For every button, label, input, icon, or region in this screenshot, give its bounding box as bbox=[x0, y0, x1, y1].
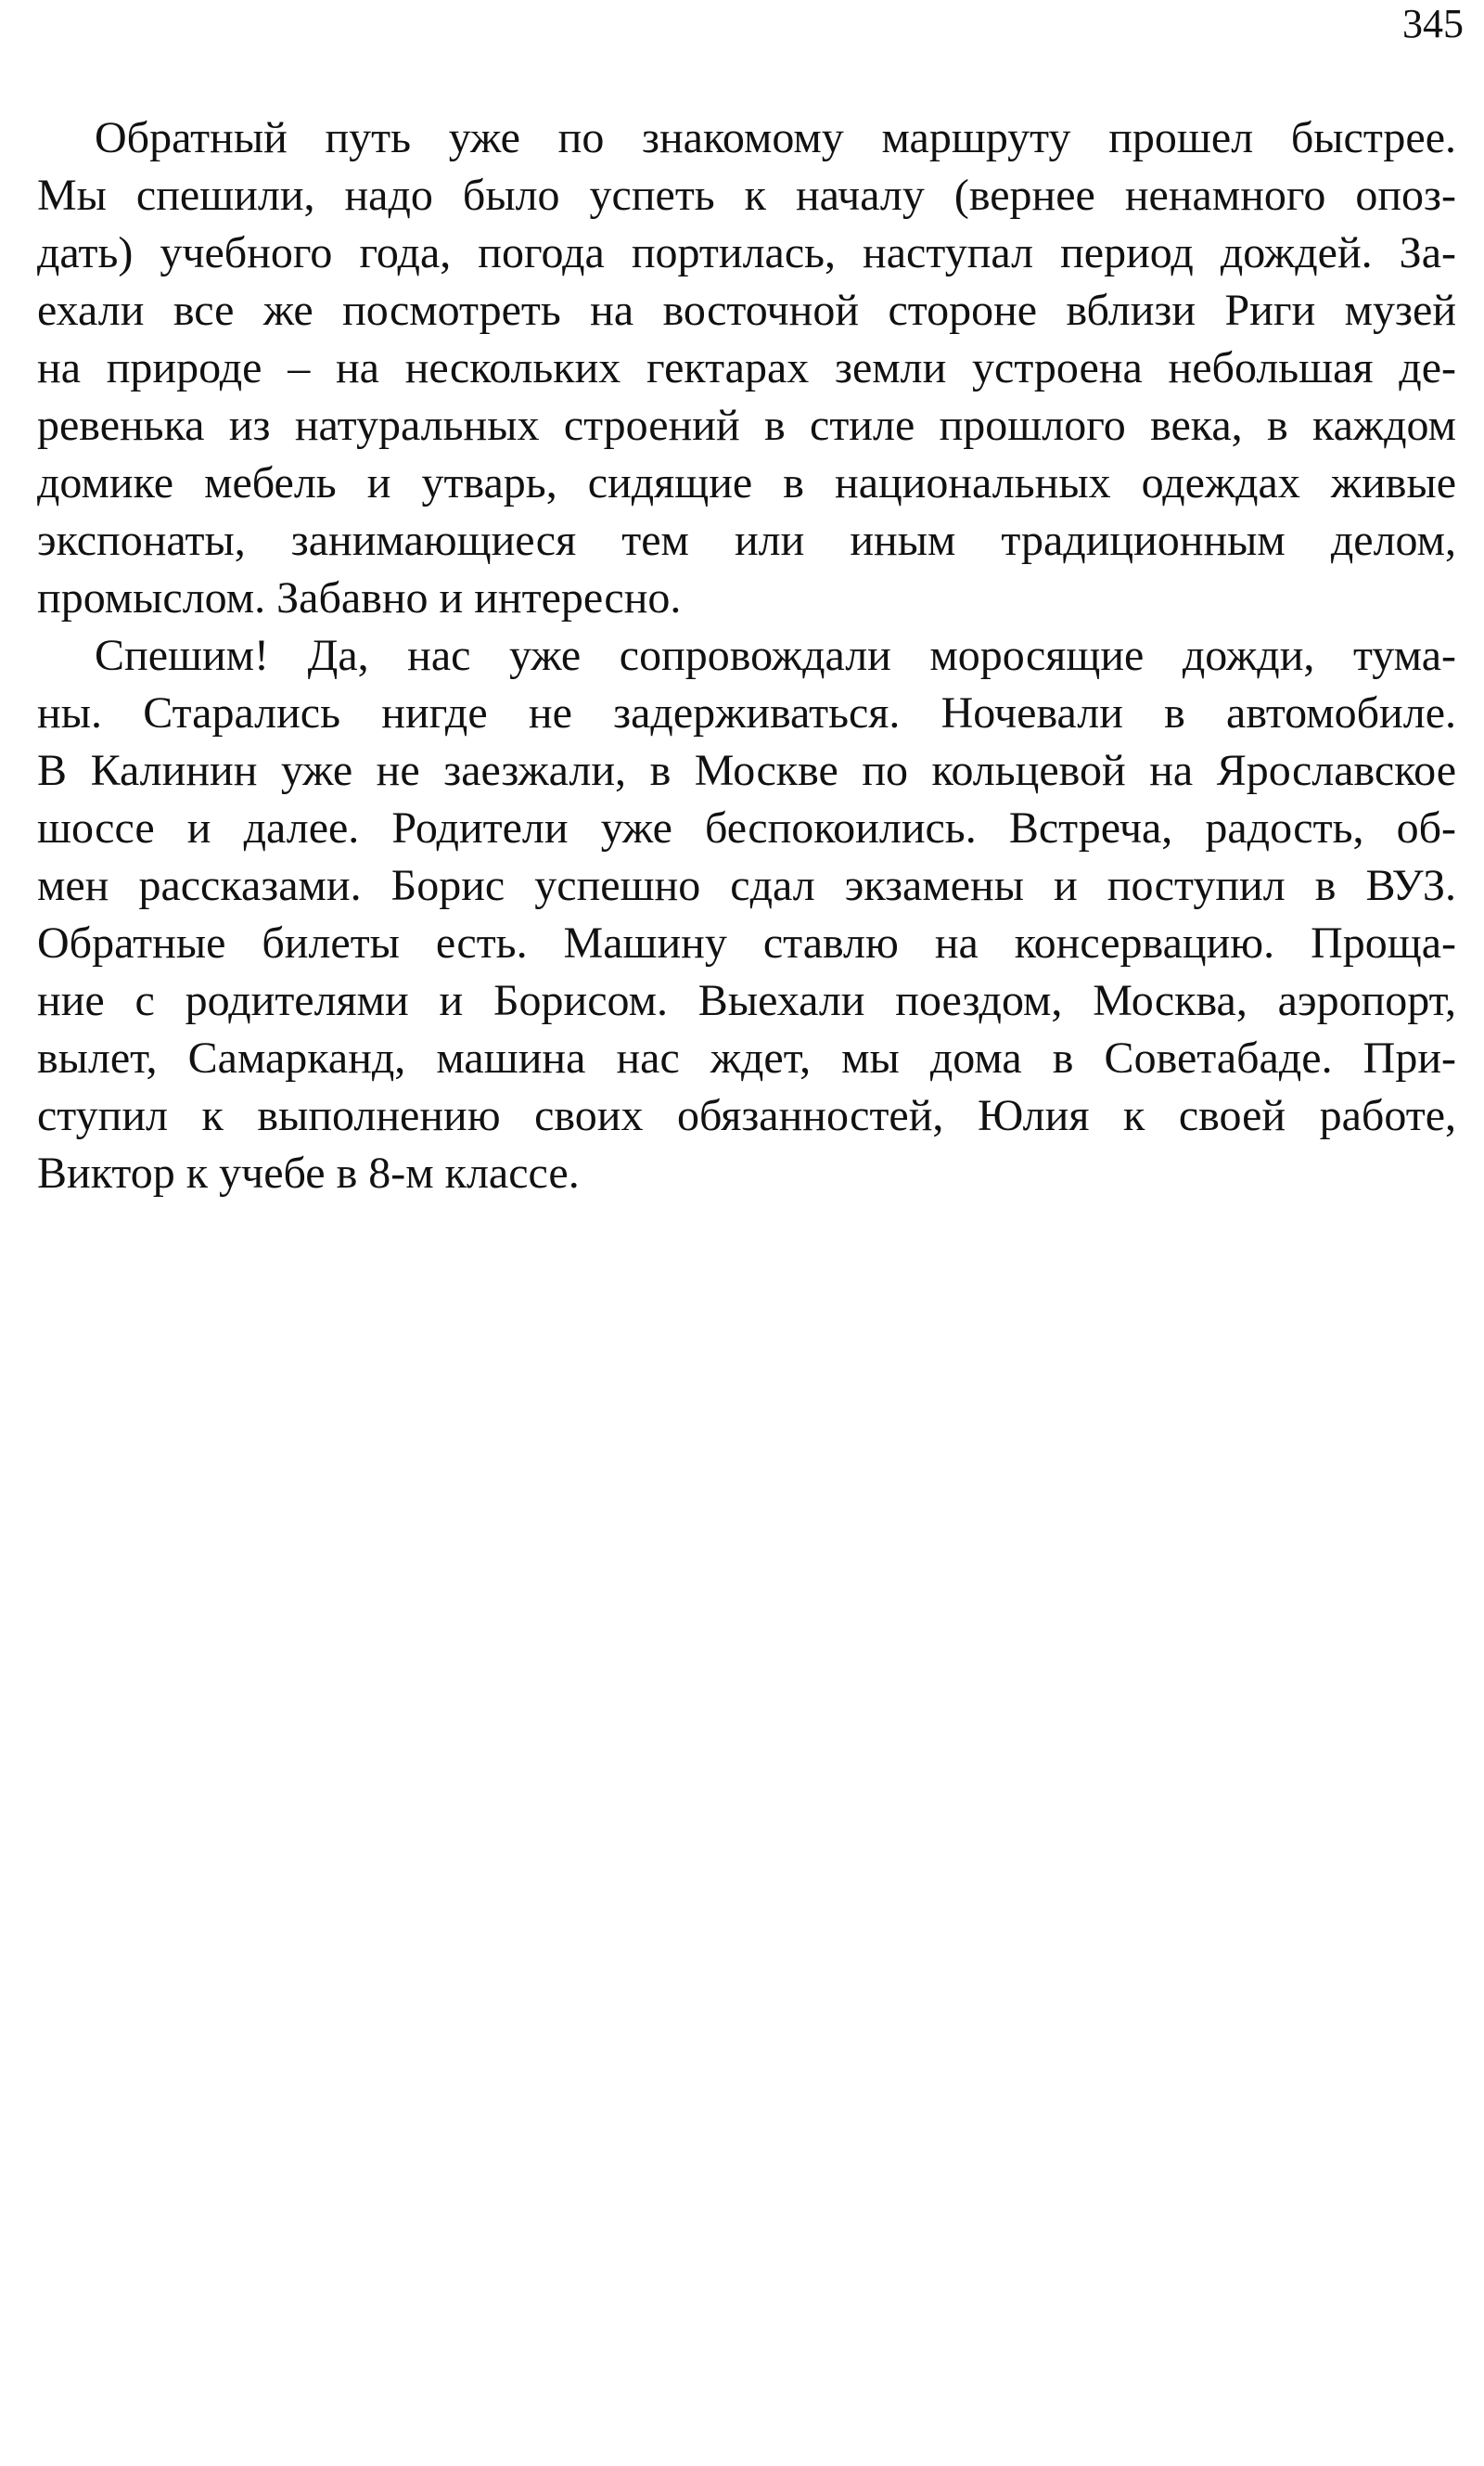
text-line: Мы спешили, надо было успеть к началу (вернее ненамного опоз- bbox=[37, 171, 1456, 220]
text-line: домике мебель и утварь, сидящие в национальных одеждах живые bbox=[37, 458, 1456, 507]
text-line: ны. Старались нигде не задерживаться. Ночевали в автомобиле. bbox=[37, 688, 1456, 738]
paragraph bbox=[37, 109, 1456, 627]
text-line: Обратные билеты есть. Машину ставлю на консервацию. Проща- bbox=[37, 918, 1456, 968]
text-line: промыслом. Забавно и интересно. bbox=[37, 573, 682, 623]
text-line: мен рассказами. Борис успешно сдал экзамены и поступил в ВУЗ. bbox=[37, 861, 1456, 910]
page-number: 345 bbox=[1402, 1, 1464, 46]
text-line: ехали все же посмотреть на восточной стороне вблизи Риги музей bbox=[37, 286, 1456, 335]
text-line: Спешим! Да, нас уже сопровождали моросящие дожди, тума- bbox=[95, 631, 1456, 680]
paragraph bbox=[37, 627, 1456, 1202]
text-line: Обратный путь уже по знакомому маршруту прошел быстрее. bbox=[95, 113, 1456, 162]
text-line: на природе – на нескольких гектарах земли устроена небольшая де- bbox=[37, 343, 1456, 392]
text-line: ние с родителями и Борисом. Выехали поездом, Москва, аэропорт, bbox=[37, 976, 1456, 1025]
text-line: Виктор к учебе в 8-м классе. bbox=[37, 1149, 580, 1198]
text-line: вылет, Самарканд, машина нас ждет, мы дома в Советабаде. При- bbox=[37, 1034, 1456, 1083]
text-line: ступил к выполнению своих обязанностей, Юлия к своей работе, bbox=[37, 1091, 1456, 1140]
text-body bbox=[37, 109, 1456, 1202]
text-line: В Калинин уже не заезжали, в Москве по кольцевой на Ярославское bbox=[37, 746, 1456, 795]
text-line: шоссе и далее. Родители уже беспокоились. Встреча, радость, об- bbox=[37, 803, 1456, 853]
text-line: экспонаты, занимающиеся тем или иным традиционным делом, bbox=[37, 516, 1456, 565]
text-line: ревенька из натуральных строений в стиле прошлого века, в каждом bbox=[37, 401, 1456, 450]
text-line: дать) учебного года, погода портилась, наступал период дождей. За- bbox=[37, 228, 1456, 277]
